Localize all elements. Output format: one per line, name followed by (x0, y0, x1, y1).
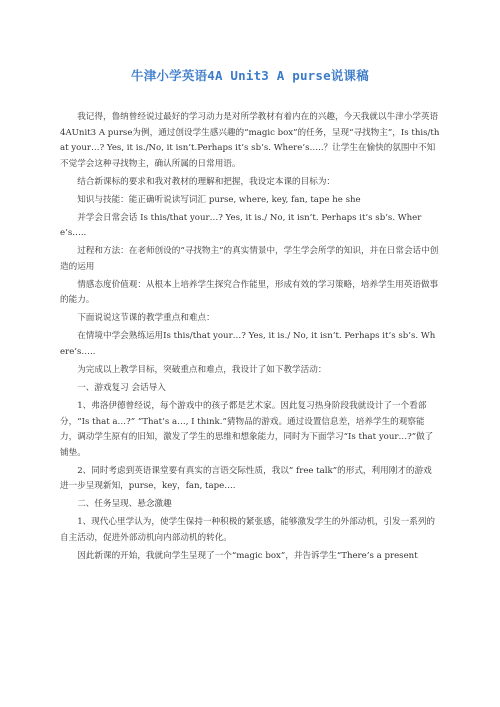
paragraph: 情感态度价值观：从根本上培养学生探究合作能里，形成有效的学习策略，培养学生用英语做事的能力。 (60, 279, 439, 306)
section-heading: 一、游戏复习 会话导入 (77, 383, 166, 394)
paragraph: 结合新课标的要求和我对教材的理解和把握，我设定本课的目标为： (77, 176, 336, 187)
document-title: 牛津小学英语4A Unit3 A purse说课稿 (131, 68, 369, 83)
paragraph: 为完成以上教学目标，突破重点和难点，我设计了如下教学活动： (77, 365, 327, 376)
paragraph: 我记得，鲁纳曾经说过最好的学习动力是对所学教材有着内在的兴趣，今天我就以牛津小学英语4AUnit3 A purse为例，通过创设学生感兴趣的“magic box”的任务，呈现“寻找物主”，Is this/that your…? Yes, it is./No, it isn’t.Perhaps it’s sb’s. Where’s…..？让学生在愉快的氛围中不知不觉学会这种寻找物主，确认所属的日常用语。 (60, 112, 440, 169)
section-heading: 二、任务呈现、悬念激趣 (77, 499, 172, 510)
paragraph: 2、同时考虑到英语课堂要有真实的言语交际性质，我以” free talk”的形式，利用刚才的游戏进一步呈现新知，purse，key，fan, tape…. (60, 465, 432, 492)
paragraph: 1、弗洛伊德曾经说，每个游戏中的孩子都是艺术家。因此复习热身阶段我就设计了一个看部分，“Is that a…?” ”That’s a…, I think.”猜物品的游戏。通过设置信息差，培养学生的观察能力，调动学生原有的旧知，激发了学生的思维和想象能力，同时为下面学习“Is that your…?”做了铺垫。 (60, 401, 434, 458)
paragraph: 因此新课的开始，我就向学生呈现了一个“magic box”，并告诉学生“There’s a present (77, 550, 418, 561)
paragraph: 1、现代心里学认为，使学生保持一种积极的紧张感，能够激发学生的外部动机，引发一系列的自主活动，促进外部动机向内部动机的转化。 (60, 517, 436, 543)
paragraph: 并学会日常会话 Is this/that your…? Yes, it is./ No, it isn’t. Perhaps it’s sb’s. Where’s….. (60, 212, 422, 239)
paragraph: 在情境中学会熟练运用Is this/that your…? Yes, it is./ No, it isn’t. Perhaps it’s sb’s. Where’s….. (60, 331, 436, 358)
paragraph: 下面说说这节课的教学重点和难点： (77, 313, 215, 324)
paragraph: 过程和方法：在老师创设的“寻找物主”的真实情景中，学生学会所学的知识，并在日常会话中创造的运用 (60, 246, 439, 272)
paragraph: 知识与技能：能正确听说读写词汇 purse, where, key, fan, tape he she (77, 194, 361, 205)
document-body (60, 110, 440, 565)
